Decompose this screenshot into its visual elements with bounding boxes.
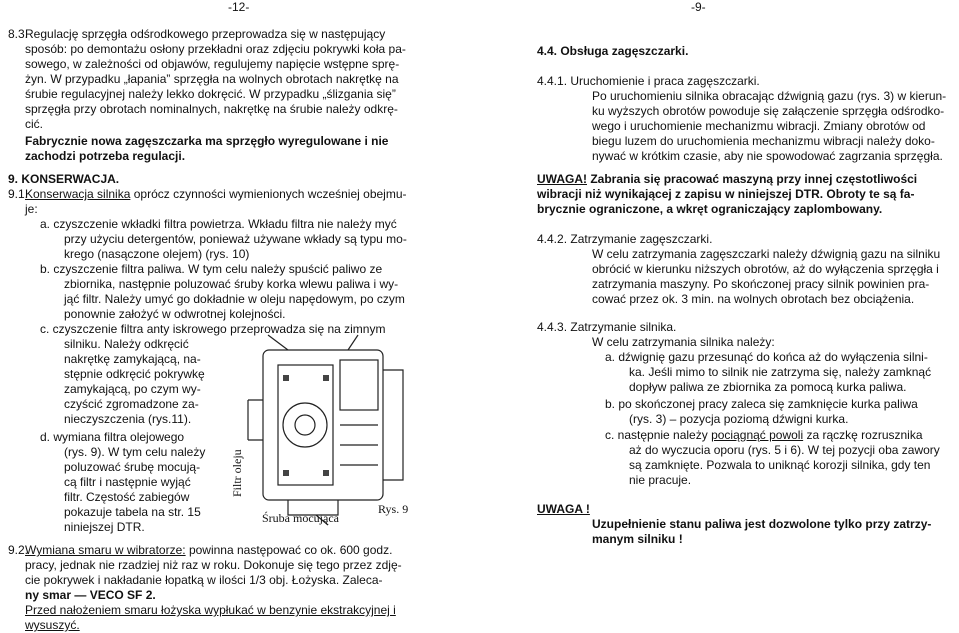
text-line: aż do wyczucia oporu (rys. 5 i 6). W tej pozycji oba zawory (629, 443, 940, 457)
text-line: cą filtr i następnie wyjąć (64, 475, 191, 489)
engine-figure (228, 330, 438, 530)
section-4-4-3-title: 4.4.3. Zatrzymanie silnika. (537, 320, 677, 334)
bold-note: Fabrycznie nowa zagęszczarka ma sprzęgło wyregulowane i nie (25, 134, 389, 148)
text-line: obrócić w kierunku niższych obrotów, aż do wyłączenia sprzęgła i (592, 262, 939, 276)
text-line: Zabrania się pracować maszyną przy innej częstotliwości (587, 172, 918, 186)
text-line: poluzować śrubę mocują- (64, 460, 201, 474)
text-line: je: (25, 202, 38, 216)
text-line: przy użyciu detergentów, ponieważ używane wkłady są typu mo- (64, 232, 407, 246)
section-9-1-number: 9.1. (8, 187, 29, 201)
text-line: filtr. Częstość zabiegów (64, 490, 190, 504)
section-4-4-3-intro: W celu zatrzymania silnika należy: (592, 335, 775, 349)
item-a (40, 217, 407, 262)
text-line: stępnie odkręcić pokrywkę (64, 367, 205, 381)
item-d (40, 430, 205, 535)
text-line: c. czyszczenie filtra anty iskrowego przeprowadza się na zimnym (40, 322, 386, 336)
text-line: nieczyszczenia (rys.11). (64, 412, 192, 426)
text-line: cie pokrywek i nakładanie łopatką w ilości 1/3 obj. Łożyska. Zaleca- (25, 573, 383, 587)
text-line: niniejszej DTR. (64, 520, 145, 534)
text-line: pokazuje tabela na str. 15 (64, 505, 201, 519)
text-line: nakrętkę zamykającą, na- (64, 352, 201, 366)
text-line: (rys. 3) – pozycja poziomą dźwigni kurka. (629, 412, 849, 426)
section-9-1-title-rest: oprócz czynności wymienionych wcześniej obejmu- (130, 187, 407, 201)
text-line: sowego, w zależności od objawów, regulujemy napięcie wstępne sprę- (25, 57, 400, 71)
text-line: b. po skończonej pracy zaleca się zamknięcie kurka paliwa (605, 397, 918, 411)
text-line: cować przez ok. 3 min. na wolnych obrotach bez obciążenia. (592, 292, 915, 306)
text-line: ku wyższych obrotów powoduje się załączenie sprzęgła odśrodko- (592, 104, 945, 118)
recommended-grease: ny smar — VECO SF 2. (25, 588, 156, 602)
section-4-4-2-title: 4.4.2. Zatrzymanie zagęszczarki. (537, 232, 713, 246)
text-line: sprzęgła przy obrotach nominalnych, nakrętkę na śrubie należy odkrę- (25, 102, 398, 116)
stop-step-a (605, 350, 931, 395)
stop-step-b (605, 397, 918, 427)
text-line: Regulację sprzęgła odśrodkowego przeprowadza się w następujący (25, 27, 386, 41)
text-fragment: c. następnie należy (605, 428, 712, 442)
emphasis-slowly: pociągnąć powoli (711, 428, 804, 442)
text-line: dopływ paliwa ze zbiornika za pomocą kurka paliwa. (629, 380, 907, 394)
text-line: jąć filtr. Należy umyć go dokładnie w oleju napędowym, po czym (64, 292, 405, 306)
section-9-title (8, 172, 119, 187)
section-4-4-2-text (592, 247, 940, 307)
text-line: W celu zatrzymania zagęszczarki należy dźwignią gazu na silniku (592, 247, 941, 261)
item-b (40, 262, 405, 322)
warning-2 (537, 502, 931, 547)
section-9-1 (25, 187, 407, 217)
section-8-3-text (25, 27, 406, 164)
section-9-2-title: Wymiana smaru w wibratorze: (25, 543, 186, 557)
text-line: żyn. W przypadku „łapania” sprzęgła na wolnych obrotach nakrętkę na (25, 72, 399, 86)
stop-step-c (605, 428, 940, 488)
text-line: silniku. Należy odkręcić (64, 337, 189, 351)
text-line: nywać w krótkim czasie, aby nie spowodować zagrzania sprzęgła. (592, 149, 943, 163)
text-line: ka. Jeśli mimo to silnik nie zatrzyma się, należy zamknąć (629, 365, 932, 379)
text-line: a. czyszczenie wkładki filtra powietrza. Wkładu filtra nie należy myć (40, 217, 397, 231)
page-number-right: -9- (691, 0, 706, 14)
bold-note: zachodzi potrzeba regulacji. (25, 149, 186, 163)
section-9-2-title-rest: powinna następować co ok. 600 godz. (185, 543, 393, 557)
text-line: (rys. 9). W tym celu należy (64, 445, 206, 459)
section-4-4-1-title: 4.4.1. Uruchomienie i praca zagęszczarki. (537, 74, 760, 88)
page-number-left: -12- (228, 0, 250, 14)
text-line: biegu luzem do uruchomienia mechanizmu wibracji należy doko- (592, 134, 935, 148)
warning-1-label: UWAGA! (537, 172, 587, 186)
text-line: manym silniku ! (592, 532, 683, 546)
text-fragment: za rączkę rozrusznika (803, 428, 923, 442)
section-9-title-text: 9. KONSERWACJA. (8, 172, 120, 186)
mounting-screw-label: Śruba mocująca (262, 511, 339, 525)
text-line: pracy, jednak nie rzadziej niż raz w roku. Dokonuje się tego przez zdję- (25, 558, 402, 572)
text-line: Uzupełnienie stanu paliwa jest dozwolone tylko przy zatrzy- (592, 517, 932, 531)
text-line: Po uruchomieniu silnika obracając dźwignią gazu (rys. 3) w kierun- (592, 89, 947, 103)
warning-1 (537, 172, 917, 217)
text-line: cić. (25, 117, 43, 131)
text-line: zbiornika, następnie poluzować śruby korka wlewu paliwa i wy- (64, 277, 399, 291)
text-line: wibracji niż wynikającej z zapisu w niniejszej DTR. Obroty te są fa- (537, 187, 915, 201)
section-9-2-number: 9.2. (8, 543, 29, 557)
text-line: brycznie ograniczone, a wkręt ograniczający zaplombowany. (537, 202, 883, 216)
text-line: b. czyszczenie filtra paliwa. W tym celu należy spuścić paliwo ze (40, 262, 383, 276)
text-line: wego i uruchomienie mechanizmu wibracji. Zmiany obrotów od (592, 119, 926, 133)
section-8-3-number: 8.3. (8, 27, 29, 41)
oil-filter-label-box (230, 445, 246, 505)
text-line: sposób: po demontażu osłony przekładni oraz zdjęciu pokrywki koła pa- (25, 42, 406, 56)
text-line: d. wymiana filtra olejowego (40, 430, 185, 444)
text-line: Przed nałożeniem smaru łożyska wypłukać w benzynie ekstrakcyjnej i (25, 603, 396, 617)
text-line: zatrzymania maszyny. Po skończonej pracy silnik powinien pra- (592, 277, 930, 291)
text-line: są zamknięte. Pozwala to uniknąć korozji silnika, gdy ten (629, 458, 931, 472)
text-line: wysuszyć. (25, 618, 80, 632)
text-line: nie pracuje. (629, 473, 692, 487)
section-9-1-title: Konserwacja silnika (25, 187, 131, 201)
text-line: krego (nasączone olejem) (rys. 10) (64, 247, 250, 261)
section-4-4-1-text (592, 89, 946, 164)
text-line: ponownie założyć w odwrotnej kolejności. (64, 307, 286, 321)
warning-2-label: UWAGA ! (537, 502, 590, 516)
text-line: zamykającą, po czym wy- (64, 382, 201, 396)
section-4-4-title: 4.4. Obsługa zagęszczarki. (537, 44, 689, 58)
text-line: czyścić zgromadzone za- (64, 397, 199, 411)
text-line: a. dźwignię gazu przesunąć do końca aż do wyłączenia silni- (605, 350, 928, 364)
section-9-2 (25, 543, 402, 633)
oil-filter-label: Filtr oleju (230, 449, 244, 497)
text-line: śrubie regulacyjnej należy lekko dokręcić. W przypadku „ślizgania się” (25, 87, 396, 101)
figure-caption: Rys. 9 (378, 502, 409, 516)
